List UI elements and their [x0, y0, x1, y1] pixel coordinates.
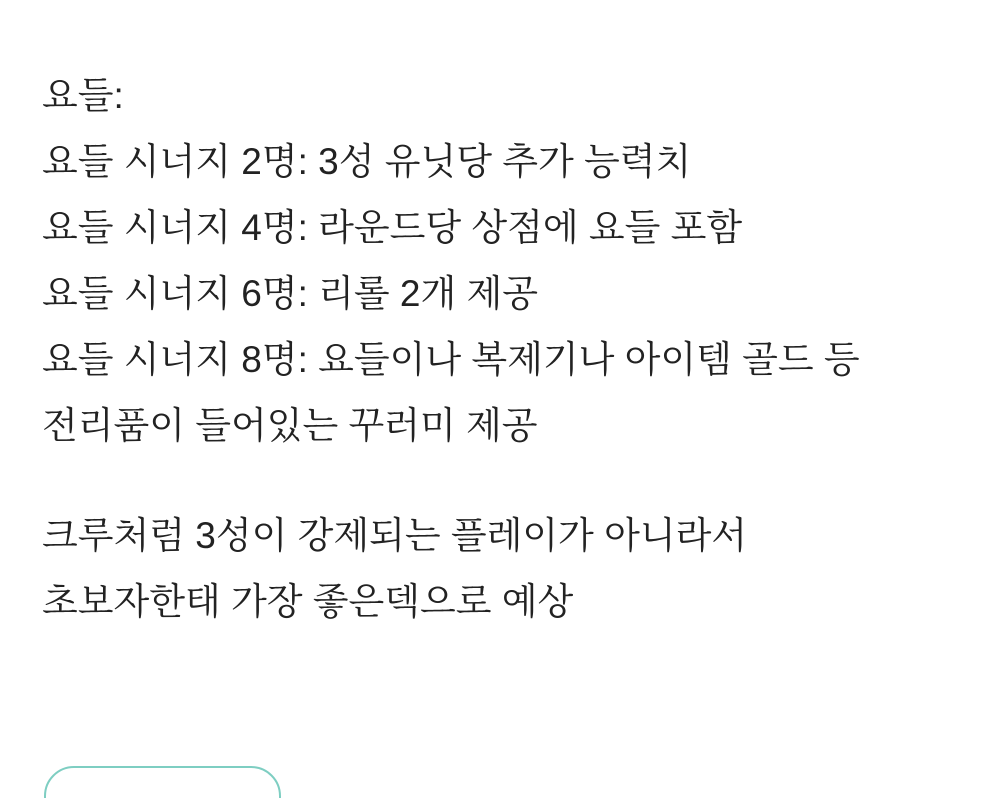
post-text-line: 요들: [42, 75, 124, 116]
post-body [42, 63, 960, 635]
post-text-line: 요들 시너지 6명: 리롤 2개 제공 [42, 273, 538, 314]
post-text-line: 전리품이 들어있는 꾸러미 제공 [42, 405, 538, 446]
post-text-line: 요들 시너지 2명: 3성 유닛당 추가 능력치 [42, 141, 692, 182]
post-text-line: 크루처럼 3성이 강제되는 플레이가 아니라서 [42, 515, 748, 556]
post-paragraph-synergy [42, 63, 960, 459]
post-text-line: 요들 시너지 4명: 라운드당 상점에 요들 포함 [42, 207, 743, 248]
post-text-line: 초보자한태 가장 좋은덱으로 예상 [42, 581, 574, 622]
post-text-line: 요들 시너지 8명: 요들이나 복제기나 아이템 골드 등 [42, 339, 860, 380]
bottom-action-button[interactable] [44, 766, 281, 798]
post-paragraph-comment [42, 503, 960, 635]
